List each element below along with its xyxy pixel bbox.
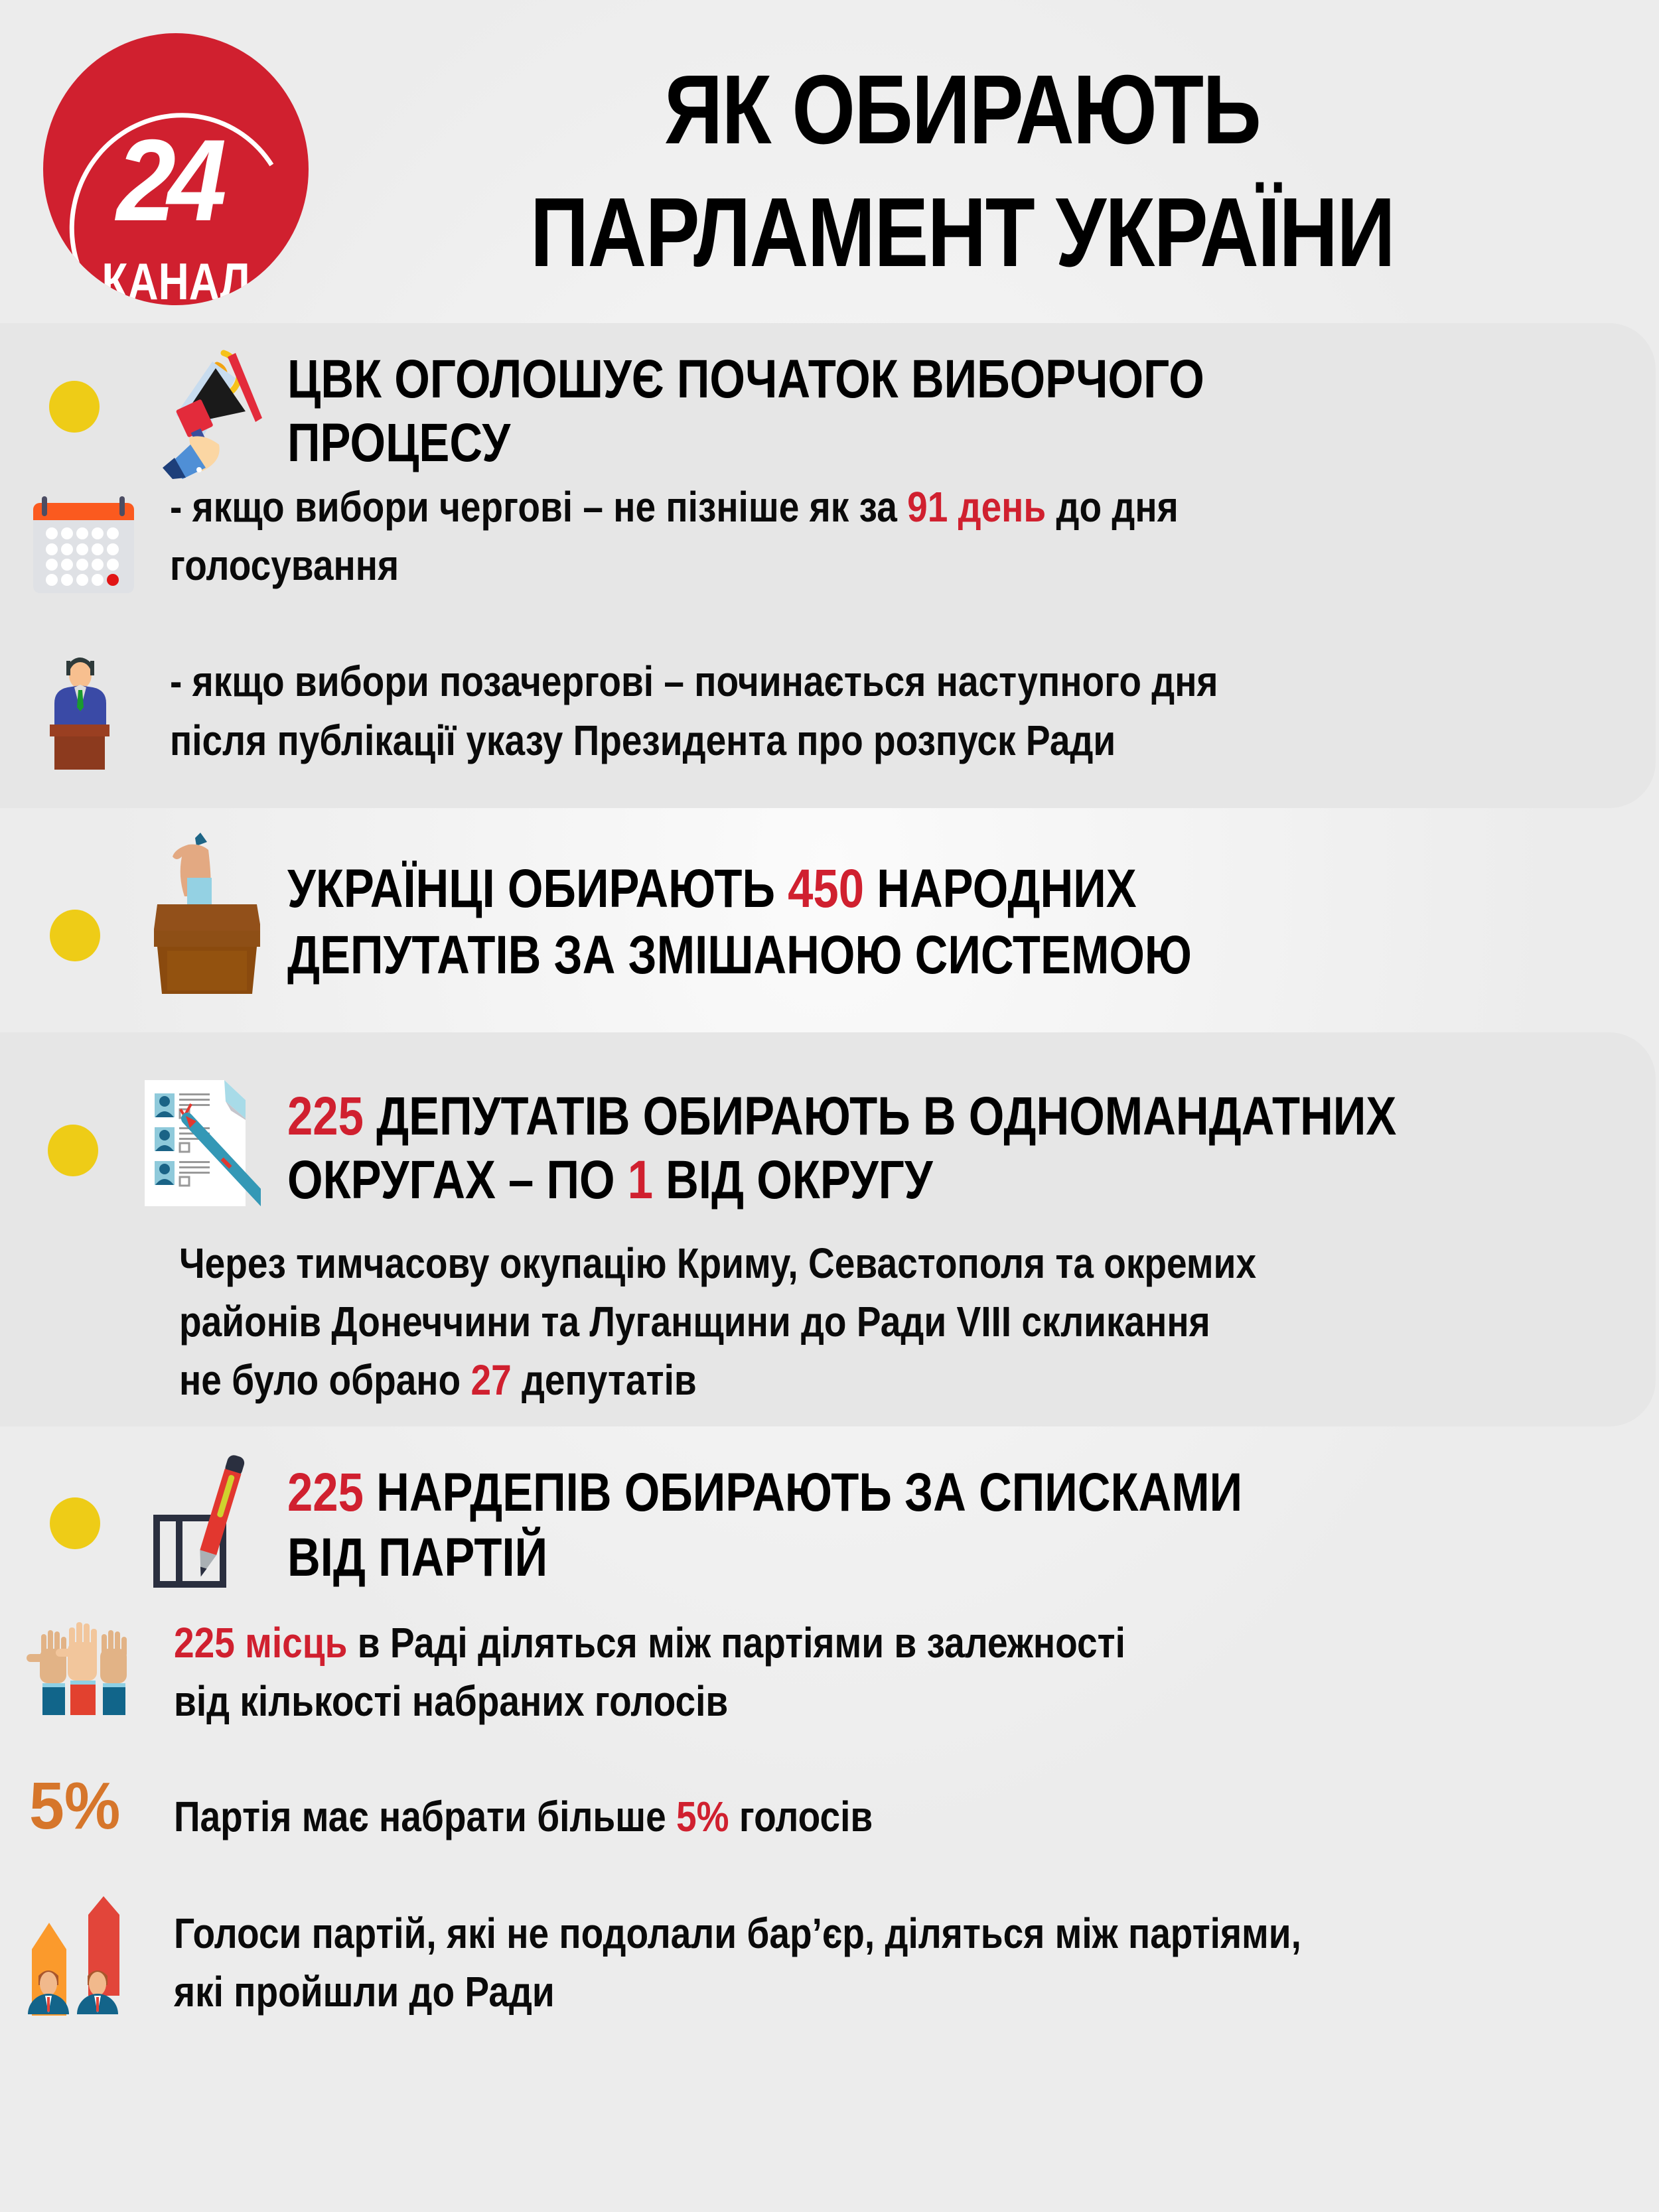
bullet-dot: [50, 1497, 100, 1549]
party-seats-line-2: від кількості набраних голосів: [174, 1677, 729, 1725]
highlight-1: 1: [627, 1150, 654, 1210]
section-party-lists-heading-line-2: ВІД ПАРТІЙ: [287, 1527, 548, 1588]
highlight-91-days: 91 день: [907, 483, 1046, 531]
party-redistribution-line-2: які пройшли до Ради: [174, 1968, 555, 2016]
page-title-line-1: ЯК ОБИРАЮТЬ: [664, 55, 1261, 165]
section-single-mandate-heading-line-1: 225 ДЕПУТАТІВ ОБИРАЮТЬ В ОДНОМАНДАТНИХ: [287, 1086, 1397, 1146]
cvk-regular-elections-line-1: - якщо вибори чергові – не пізніше як за 91 день до дня: [170, 483, 1179, 531]
megaphone-icon: [149, 338, 275, 481]
speaker-podium-icon: [48, 650, 111, 770]
section-single-mandate-heading-line-2: ОКРУГАХ – ПО 1 ВІД ОКРУГУ: [287, 1150, 933, 1210]
highlight-450: 450: [788, 859, 865, 919]
logo-text: КАНАЛ: [102, 252, 250, 305]
party-seats-line-1: 225 місць в Раді діляться між партіями в залежності: [174, 1619, 1125, 1667]
section-mixed-heading-line-2: ДЕПУТАТІВ ЗА ЗМІШАНОЮ СИСТЕМОЮ: [287, 925, 1192, 985]
growth-people-icon: [25, 1896, 141, 2016]
ballot-paper-icon: [145, 1080, 261, 1206]
channel-24-logo: [43, 33, 309, 305]
single-mandate-note-line-1: Через тимчасову окупацію Криму, Севастополя та окремих: [179, 1239, 1257, 1287]
section-cvk-heading-line-1: ЦВК ОГОЛОШУЄ ПОЧАТОК ВИБОРЧОГО: [287, 349, 1204, 409]
highlight-225: 225: [287, 1462, 364, 1523]
single-mandate-note-line-3: не було обрано 27 депутатів: [179, 1356, 697, 1404]
ballot-box-icon: [154, 831, 260, 997]
highlight-5-percent: 5%: [676, 1793, 729, 1840]
highlight-225: 225: [287, 1086, 364, 1146]
page-title-line-2: ПАРЛАМЕНТ УКРАЇНИ: [530, 178, 1395, 287]
section-cvk-heading-line-2: ПРОЦЕСУ: [287, 413, 511, 473]
bullet-dot: [49, 381, 100, 433]
section-mixed-heading-line-1: УКРАЇНЦІ ОБИРАЮТЬ 450 НАРОДНИХ: [287, 859, 1137, 919]
percent-icon: 5%: [29, 1769, 121, 1843]
bullet-dot: [48, 1125, 98, 1176]
pencil-checkbox-icon: [151, 1453, 251, 1592]
highlight-27: 27: [470, 1356, 512, 1404]
cvk-early-elections-line-1: - якщо вибори позачергові – починається наступного дня: [170, 657, 1218, 705]
single-mandate-note-line-2: районів Донеччини та Луганщини до Ради VIII скликання: [179, 1298, 1210, 1346]
highlight-225-seats: 225 місць: [174, 1619, 348, 1667]
party-threshold-line: Партія має набрати більше 5% голосів: [174, 1793, 873, 1840]
cvk-regular-elections-line-2: голосування: [170, 541, 399, 589]
bullet-dot: [50, 910, 100, 961]
party-redistribution-line-1: Голоси партій, які не подолали бар’єр, діляться між партіями,: [174, 1909, 1301, 1957]
raised-hands-icon: [25, 1622, 135, 1715]
cvk-early-elections-line-2: після публікації указу Президента про розпуск Ради: [170, 717, 1116, 764]
logo-number: 24: [116, 116, 218, 245]
calendar-icon: [32, 496, 135, 594]
section-party-lists-heading-line-1: 225 НАРДЕПІВ ОБИРАЮТЬ ЗА СПИСКАМИ: [287, 1462, 1243, 1523]
